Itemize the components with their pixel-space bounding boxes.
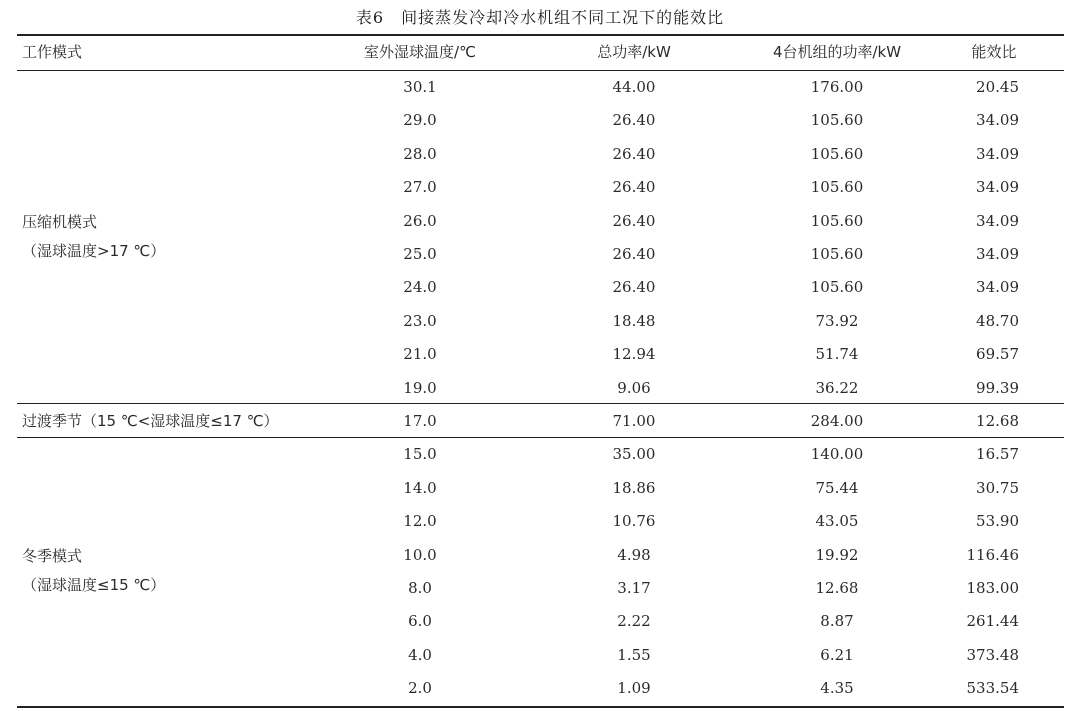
table-cell: 105.60 — [810, 144, 864, 163]
table-cell: 12.68 — [976, 412, 1019, 430]
work-mode-label — [22, 208, 165, 266]
table-cell: 26.40 — [612, 278, 656, 297]
table-caption: 表6 间接蒸发冷却冷水机组不同工况下的能效比 — [355, 8, 725, 27]
table-cell: 3.17 — [617, 579, 651, 597]
table-cell: 34.09 — [976, 278, 1019, 297]
table-cell: 26.40 — [612, 178, 656, 197]
table-cell: 12.0 — [403, 512, 437, 531]
header-rule — [17, 70, 1064, 71]
table-cell: 53.90 — [976, 512, 1019, 531]
table-cell: 34.09 — [976, 144, 1019, 163]
table-cell: 18.86 — [612, 478, 656, 497]
table-cell: 2.0 — [408, 679, 432, 698]
table-cell: 19.92 — [815, 545, 859, 564]
table-cell: 17.0 — [403, 412, 437, 430]
table-cell: 176.00 — [810, 78, 864, 96]
table-cell: 12.94 — [612, 345, 656, 364]
work-mode-condition: （湿球温度≤15 ℃） — [22, 576, 166, 595]
table-cell: 73.92 — [815, 311, 859, 330]
table-cell: 25.0 — [403, 245, 437, 263]
table-cell: 284.00 — [810, 412, 864, 430]
table-cell: 533.54 — [966, 679, 1019, 698]
work-mode-name: 过渡季节（15 ℃<湿球温度≤17 ℃） — [22, 411, 279, 430]
table-cell: 27.0 — [403, 178, 437, 197]
table-cell: 16.57 — [976, 445, 1019, 464]
table-cell: 19.0 — [403, 378, 437, 397]
table-cell: 36.22 — [815, 378, 859, 397]
table-cell: 105.60 — [810, 178, 864, 197]
table-cell: 4.35 — [820, 679, 854, 698]
table-cell: 105.60 — [810, 278, 864, 297]
table-bottom-rule — [17, 706, 1064, 708]
table-cell: 1.09 — [617, 679, 651, 698]
table-cell: 26.40 — [612, 111, 656, 130]
work-mode-label — [22, 542, 165, 600]
table-cell: 28.0 — [403, 144, 437, 163]
column-header: 4台机组的功率/kW — [772, 43, 902, 61]
table-cell: 4.98 — [617, 545, 651, 564]
table-cell: 14.0 — [403, 478, 437, 497]
table-cell: 20.45 — [976, 78, 1019, 96]
table-cell: 48.70 — [976, 311, 1019, 330]
table-cell: 2.22 — [617, 612, 651, 631]
work-mode-name: 压缩机模式 — [22, 213, 98, 232]
table-cell: 1.55 — [617, 645, 651, 664]
table-cell: 183.00 — [966, 579, 1019, 597]
table-cell: 24.0 — [403, 278, 437, 297]
table-cell: 9.06 — [617, 378, 651, 397]
table-cell: 4.0 — [408, 645, 432, 664]
table-cell: 261.44 — [966, 612, 1019, 631]
table-cell: 15.0 — [403, 445, 437, 464]
table-cell: 373.48 — [966, 645, 1019, 664]
table-cell: 12.68 — [815, 579, 859, 597]
table-cell: 34.09 — [976, 245, 1019, 263]
table-cell: 34.09 — [976, 211, 1019, 230]
table-cell: 43.05 — [815, 512, 859, 531]
table-cell: 99.39 — [976, 378, 1019, 397]
table-cell: 8.87 — [820, 612, 854, 631]
work-mode-label — [22, 407, 279, 436]
group-separator-rule — [17, 403, 1064, 404]
work-mode-name: 冬季模式 — [22, 547, 83, 566]
table-cell: 116.46 — [966, 545, 1019, 564]
table-cell: 26.40 — [612, 211, 656, 230]
column-header: 工作模式 — [22, 43, 83, 61]
table-cell: 35.00 — [612, 445, 656, 464]
table-cell: 10.76 — [612, 512, 656, 531]
table-cell: 10.0 — [403, 545, 437, 564]
table-cell: 44.00 — [612, 78, 656, 96]
table-cell: 30.1 — [403, 78, 437, 96]
table-cell: 140.00 — [810, 445, 864, 464]
column-header: 能效比 — [971, 43, 1017, 61]
table-cell: 34.09 — [976, 111, 1019, 130]
table-cell: 6.0 — [408, 612, 432, 631]
group-separator-rule — [17, 437, 1064, 438]
work-mode-condition: （湿球温度>17 ℃） — [22, 242, 166, 261]
table-cell: 105.60 — [810, 245, 864, 263]
table-cell: 8.0 — [408, 579, 432, 597]
table-cell: 34.09 — [976, 178, 1019, 197]
table-cell: 30.75 — [976, 478, 1019, 497]
table-cell: 75.44 — [815, 478, 859, 497]
table-cell: 26.40 — [612, 245, 656, 263]
table-cell: 6.21 — [820, 645, 854, 664]
table-cell: 26.40 — [612, 144, 656, 163]
table-cell: 69.57 — [976, 345, 1019, 364]
table-cell: 18.48 — [612, 311, 656, 330]
table-cell: 29.0 — [403, 111, 437, 130]
table-cell: 51.74 — [815, 345, 859, 364]
table-cell: 23.0 — [403, 311, 437, 330]
table-cell: 71.00 — [612, 412, 656, 430]
column-header: 总功率/kW — [597, 43, 671, 61]
table-cell: 105.60 — [810, 111, 864, 130]
table-cell: 21.0 — [403, 345, 437, 364]
table-cell: 105.60 — [810, 211, 864, 230]
column-header: 室外湿球温度/℃ — [364, 43, 476, 61]
table-cell: 26.0 — [403, 211, 437, 230]
table-top-rule — [17, 34, 1064, 36]
